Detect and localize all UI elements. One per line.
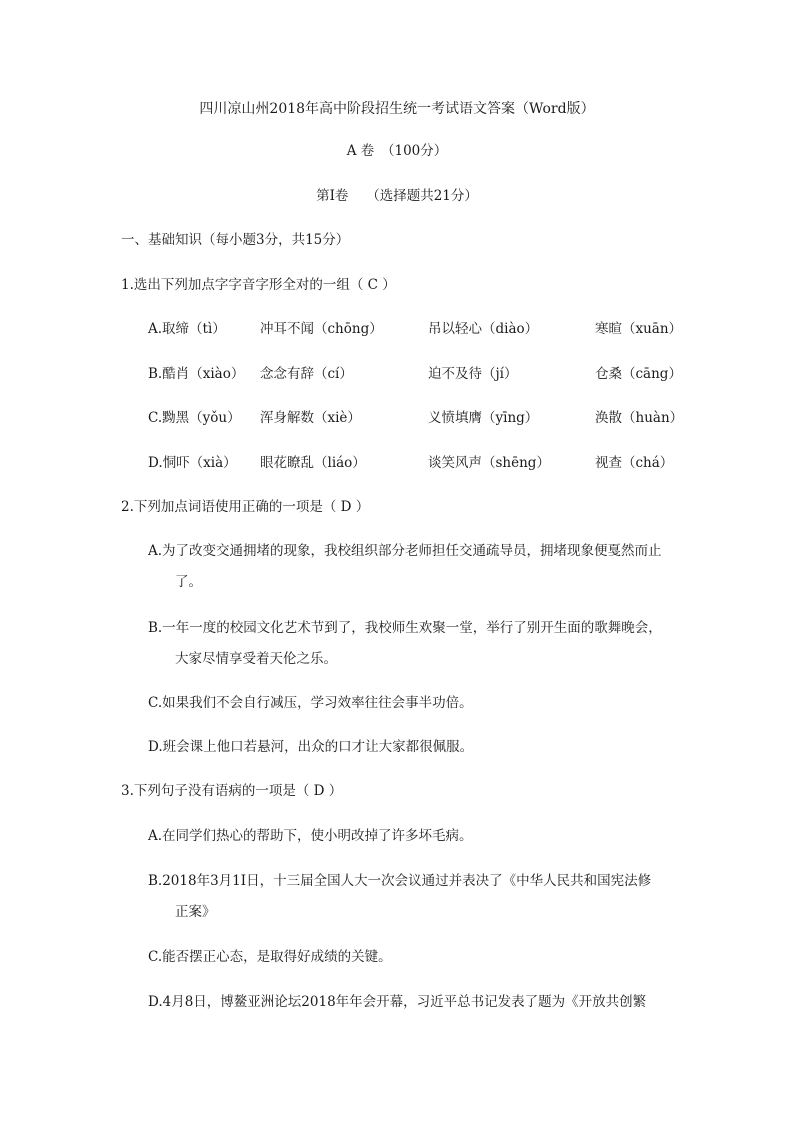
- q1-option-a-4: 寒暄（xuān）: [595, 321, 683, 337]
- q1-option-a-1: A.取缔（tì）: [148, 321, 226, 337]
- q1-option-b-4: 仓桑（cāng）: [595, 366, 682, 382]
- q3-option-a: A.在同学们热心的帮助下，使小明改掉了许多坏毛病。: [148, 828, 473, 844]
- part-heading: 第I卷 （选择题共21分）: [316, 188, 478, 204]
- q3-option-d: D.4月8日，博鳌亚洲论坛2018年年会开幕，习近平总书记发表了题为《开放共创繁: [148, 994, 647, 1010]
- q1-option-b-1: B.酷肖（xiào）: [148, 366, 245, 382]
- section-heading: 一、基础知识（每小题3分，共15分）: [121, 232, 350, 248]
- q3-option-c: C.能否摆正心态，是取得好成绩的关键。: [148, 949, 392, 965]
- q3-option-b-cont: 正案》: [175, 904, 216, 920]
- q2-option-a: A.为了改变交通拥堵的现象，我校组织部分老师担任交通疏导员，拥堵现象便戛然而止: [148, 543, 662, 559]
- q1-option-d-4: 视查（chá）: [595, 455, 674, 471]
- volume-heading: A 卷 （100分）: [346, 143, 448, 159]
- q1-option-d-1: D.恫吓（xià）: [148, 455, 237, 471]
- q1-option-a-3: 吊以轻心（diào）: [428, 321, 539, 337]
- q1-option-d-2: 眼花瞭乱（liáo）: [260, 455, 366, 471]
- q2-option-d: D.班会课上他口若悬河，出众的口才让大家都很佩服。: [148, 739, 474, 755]
- question-2-stem: 2.下列加点词语使用正确的一项是（ D ）: [121, 499, 370, 515]
- q1-option-c-3: 义愤填膺（yīng）: [428, 410, 539, 426]
- q1-option-a-2: 冲耳不闻（chōng）: [260, 321, 383, 337]
- q2-option-c: C.如果我们不会自行减压，学习效率往往会事半功倍。: [148, 695, 473, 711]
- q3-option-b: B.2018年3月1I日，十三届全国人大一次会议通过并表决了《中华人民共和国宪法修: [148, 873, 652, 889]
- q1-option-c-2: 浑身解数（xiè）: [260, 410, 361, 426]
- question-3-stem: 3.下列句子没有语病的一项是（ D ）: [121, 783, 343, 799]
- q1-option-b-2: 念念有辞（cí）: [260, 366, 353, 382]
- document-title: 四川凉山州2018年高中阶段招生统一考试语文答案（Word版）: [199, 101, 595, 117]
- q1-option-c-4: 涣散（huàn）: [595, 410, 684, 426]
- q2-option-a-cont: 了。: [175, 574, 202, 590]
- q1-option-c-1: C.黝黑（yǒu）: [148, 410, 241, 426]
- q2-option-b: B.一年一度的校园文化艺术节到了，我校师生欢聚一堂，举行了别开生面的歌舞晚会，: [148, 620, 662, 636]
- question-1-stem: 1.选出下列加点字字音字形全对的一组（ C ）: [121, 277, 396, 293]
- q1-option-d-3: 谈笑风声（shēng）: [428, 455, 550, 471]
- q1-option-b-3: 迫不及待（jí）: [428, 366, 518, 382]
- q2-option-b-cont: 大家尽情享受着天伦之乐。: [175, 651, 337, 667]
